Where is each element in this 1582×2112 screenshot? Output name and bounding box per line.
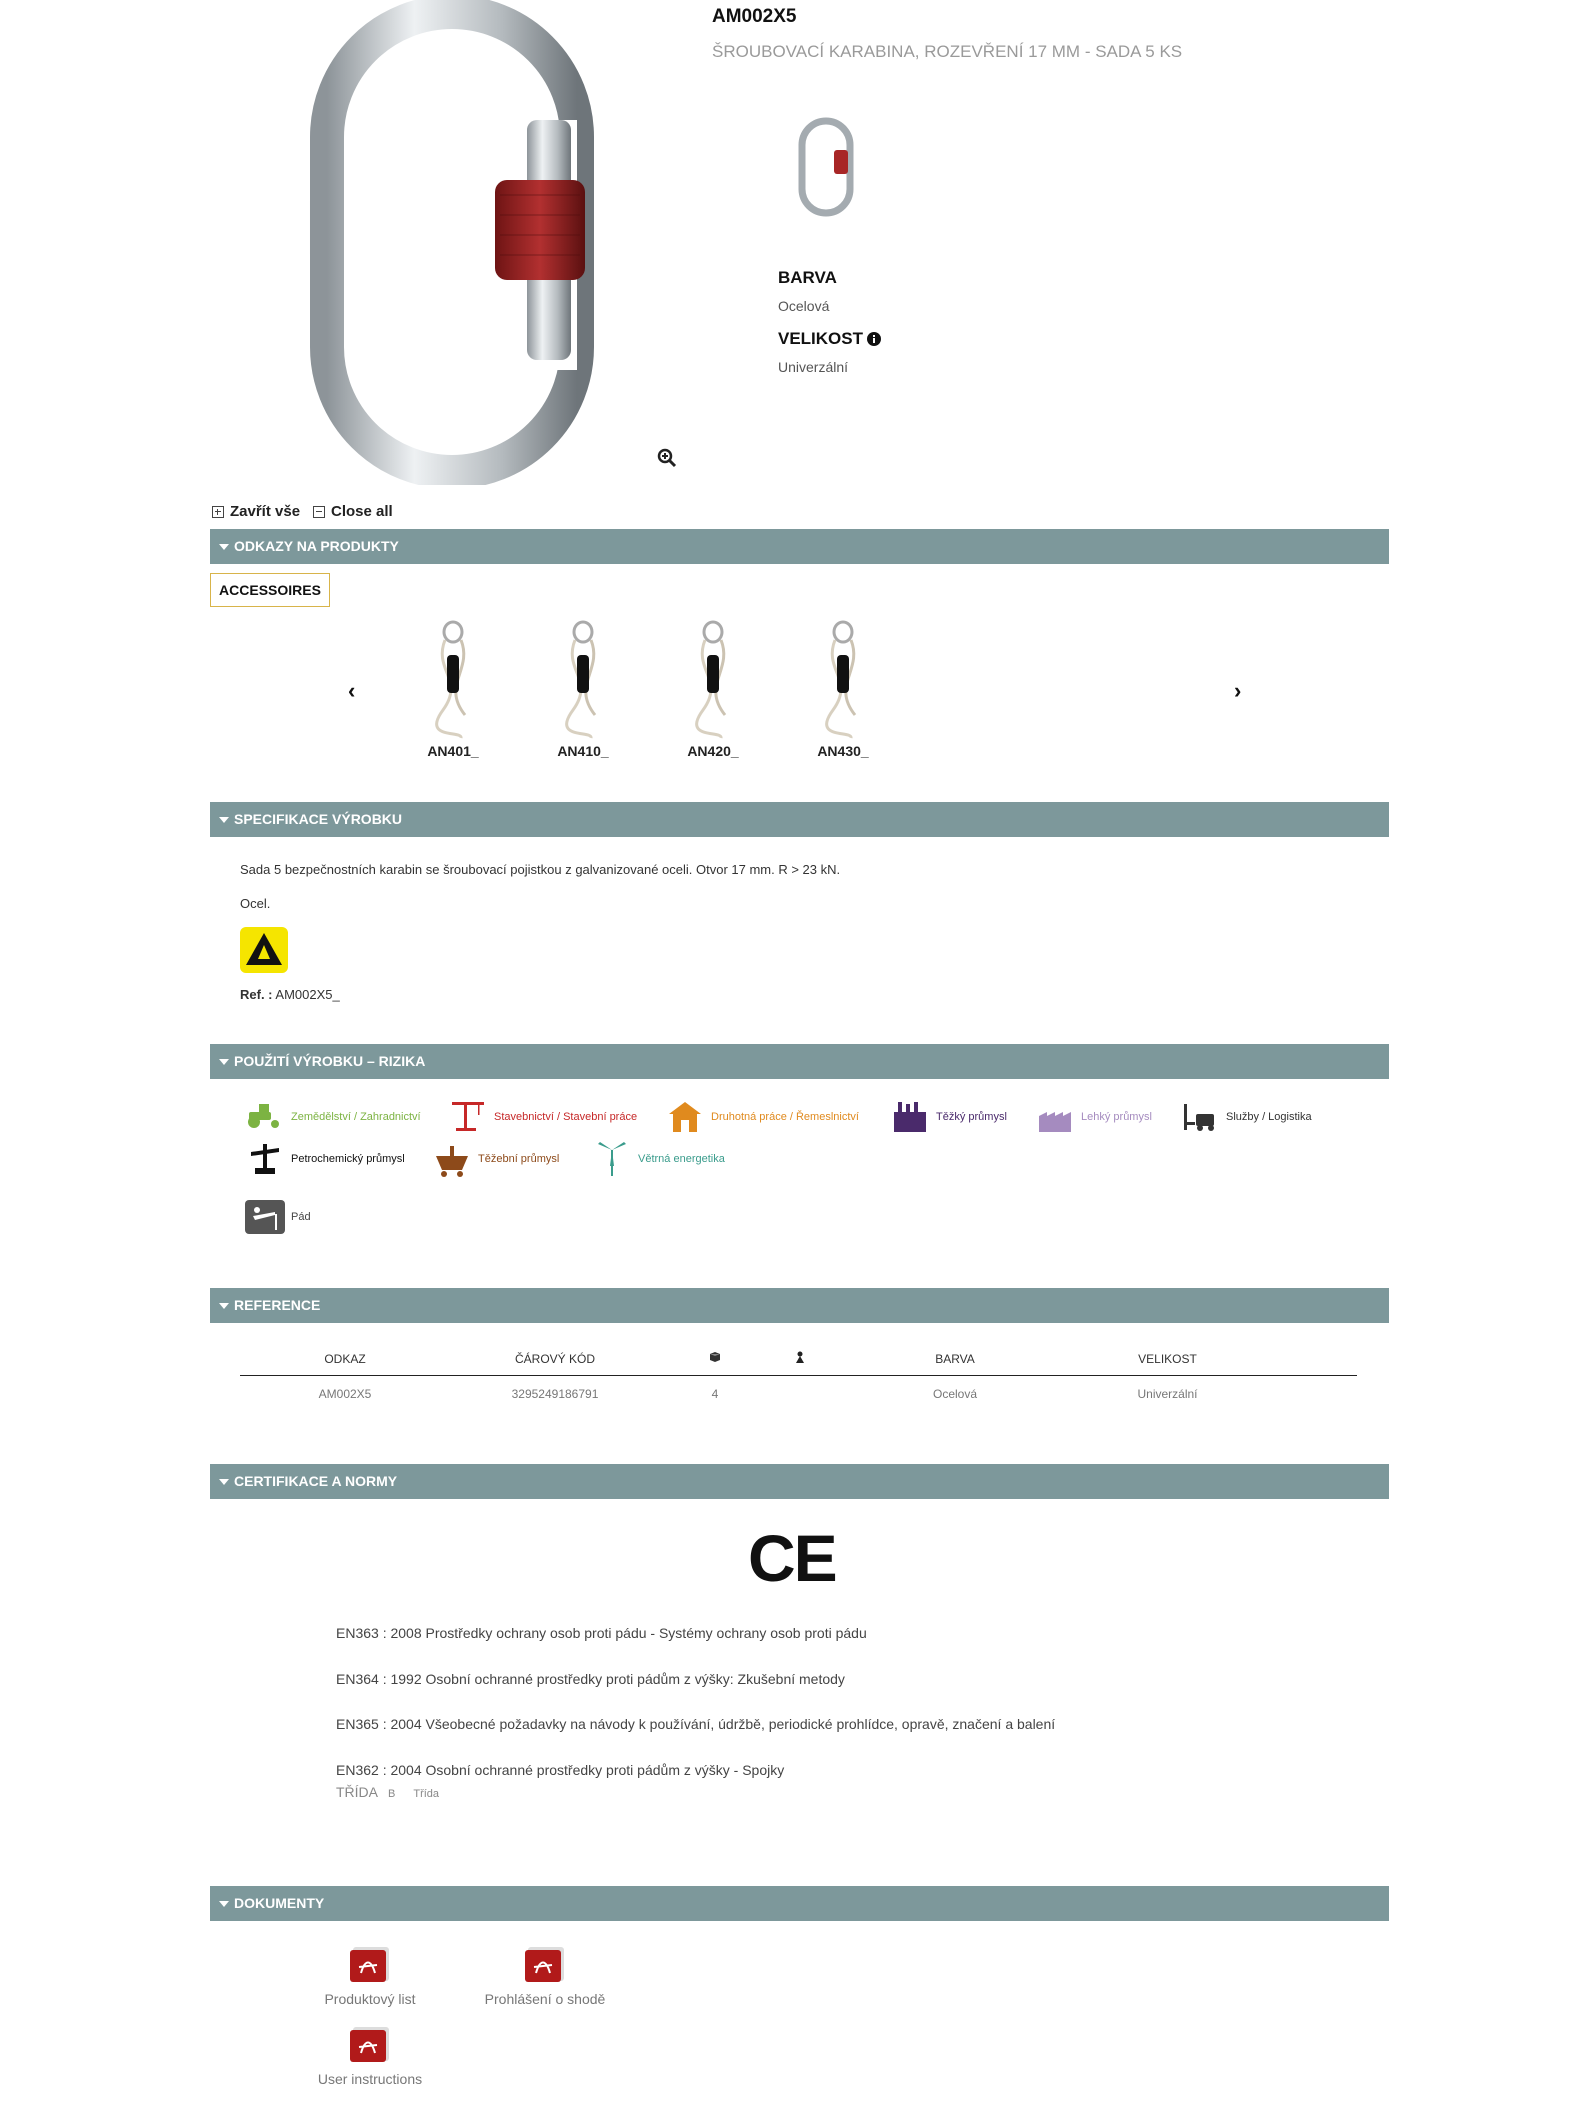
- risk-item: [1180, 1098, 1312, 1136]
- info-icon[interactable]: [867, 332, 881, 346]
- risk-icon: [592, 1140, 632, 1178]
- risk-item: [245, 1200, 311, 1234]
- class-value: B: [388, 1788, 396, 1800]
- lanyard-image[interactable]: [533, 620, 633, 740]
- risk-icon: [665, 1098, 705, 1136]
- section-risks-header[interactable]: POUŽITÍ VÝROBKU – RIZIKA: [210, 1044, 1389, 1079]
- accessory-label[interactable]: AN410_: [557, 743, 609, 759]
- pdf-icon[interactable]: [522, 1945, 568, 1985]
- product-name: ŠROUBOVACÍ KARABINA, ROZEVŘENÍ 17 MM - SADA 5 KS: [712, 42, 1183, 61]
- cell-size: Univerzální: [1137, 1387, 1198, 1401]
- class-desc: Třída: [413, 1788, 440, 1800]
- accessory-item[interactable]: [793, 620, 893, 759]
- document-link[interactable]: [275, 1945, 465, 2007]
- lanyard-image[interactable]: [663, 620, 763, 740]
- spec-material: Ocel.: [240, 896, 271, 911]
- product-main-image[interactable]: [295, 0, 605, 485]
- lanyard-image[interactable]: [793, 620, 893, 740]
- accessory-item[interactable]: [533, 620, 633, 759]
- document-link[interactable]: [450, 1945, 640, 2007]
- attr-color-value: Ocelová: [778, 298, 830, 314]
- risk-item: [592, 1140, 725, 1178]
- box-icon: [709, 1351, 721, 1363]
- ref-label: Ref. :: [240, 987, 273, 1002]
- risk-item: [448, 1098, 637, 1136]
- expand-icon: [212, 506, 224, 518]
- risk-label: Větrná energetika: [638, 1153, 725, 1165]
- attr-color-label: BARVA: [778, 268, 837, 287]
- accessory-label[interactable]: AN401_: [427, 743, 479, 759]
- reference-header-row: [240, 1342, 1357, 1376]
- zoom-icon[interactable]: [657, 448, 677, 468]
- attr-size-label: VELIKOST: [778, 329, 864, 348]
- col-size: VELIKOST: [1138, 1351, 1197, 1366]
- document-label[interactable]: Produktový list: [324, 1991, 416, 2007]
- risk-label: Druhotná práce / Řemeslnictví: [711, 1111, 859, 1123]
- risk-item: [245, 1140, 405, 1178]
- risk-icon: [245, 1098, 285, 1136]
- section-reference-header[interactable]: REFERENCE: [210, 1288, 1389, 1323]
- section-certs-header[interactable]: CERTIFIKACE A NORMY: [210, 1464, 1389, 1499]
- collapse-icon: [313, 506, 325, 518]
- reference-table: [240, 1342, 1357, 1412]
- expand-all-toggle[interactable]: [212, 503, 300, 520]
- risk-icon: [1035, 1098, 1075, 1136]
- product-code: AM002X5: [712, 6, 797, 27]
- norm-en362: EN362 : 2004 Osobní ochranné prostředky proti pádům z výšky - Spojky: [336, 1762, 785, 1778]
- document-label[interactable]: User instructions: [317, 2071, 423, 2087]
- risk-item: [890, 1098, 1007, 1136]
- cell-barcode: 3295249186791: [511, 1387, 599, 1401]
- norm-en364: EN364 : 1992 Osobní ochranné prostředky proti pádům z výšky: Zkušební metody: [336, 1671, 845, 1687]
- risk-label: Stavebnictví / Stavební práce: [494, 1111, 638, 1123]
- accessory-item[interactable]: [403, 620, 503, 759]
- risk-item: [245, 1098, 421, 1136]
- col-color: BARVA: [935, 1351, 975, 1366]
- col-box-icon: [660, 1351, 770, 1366]
- document-link[interactable]: [275, 2025, 465, 2087]
- risk-label: Lehký průmysl: [1081, 1111, 1152, 1123]
- risk-icon: [448, 1098, 488, 1136]
- accessory-label[interactable]: AN420_: [687, 743, 739, 759]
- ref-value: AM002X5_: [275, 987, 340, 1002]
- person-icon: [795, 1351, 805, 1363]
- norm-en363: EN363 : 2008 Prostředky ochrany osob proti pádu - Systémy ochrany osob proti pádu: [336, 1625, 867, 1641]
- pdf-icon[interactable]: [347, 2025, 393, 2065]
- section-spec-header[interactable]: SPECIFIKACE VÝROBKU: [210, 802, 1389, 837]
- section-links-header[interactable]: ODKAZY NA PRODUKTY: [210, 529, 1389, 564]
- section-docs-header[interactable]: DOKUMENTY: [210, 1886, 1389, 1921]
- risk-icon: [245, 1140, 285, 1178]
- lanyard-image[interactable]: [403, 620, 503, 740]
- carousel-prev-arrow[interactable]: ‹: [348, 678, 356, 703]
- risk-icon: [1180, 1098, 1220, 1136]
- ce-mark: CE: [748, 1521, 836, 1595]
- accessory-label[interactable]: AN430_: [817, 743, 869, 759]
- cell-box-qty: 4: [711, 1387, 719, 1401]
- risk-item: [665, 1098, 859, 1136]
- risk-item: [432, 1140, 559, 1178]
- risk-label: Petrochemický průmysl: [291, 1153, 405, 1165]
- risk-label: Těžební průmysl: [478, 1153, 560, 1165]
- collapse-all-toggle[interactable]: [313, 503, 393, 520]
- risk-icon: [890, 1098, 930, 1136]
- carousel-next-arrow[interactable]: ›: [1234, 678, 1242, 703]
- table-row: [240, 1376, 1357, 1412]
- risk-label: Služby / Logistika: [1226, 1111, 1312, 1123]
- col-person-icon: [770, 1351, 830, 1366]
- warning-triangle-icon: [240, 927, 288, 973]
- expand-all-label: Zavřít vše: [230, 503, 301, 520]
- cell-ref: AM002X5: [318, 1387, 372, 1401]
- norm-en365: EN365 : 2004 Všeobecné požadavky na návody k používání, údržbě, periodické prohlídce, opravě, značení a balení: [336, 1716, 1056, 1732]
- risk-label: Zemědělství / Zahradnictví: [291, 1111, 421, 1123]
- document-label[interactable]: Prohlášení o shodě: [484, 1991, 606, 2007]
- col-barcode: ČÁROVÝ KÓD: [514, 1351, 595, 1366]
- fall-icon: [245, 1200, 285, 1234]
- risk-icon: [432, 1140, 472, 1178]
- risk-label: Těžký průmysl: [936, 1111, 1007, 1123]
- tab-accessoires[interactable]: ACCESSOIRES: [210, 573, 330, 607]
- pdf-icon[interactable]: [347, 1945, 393, 1985]
- risk-label: Pád: [291, 1211, 311, 1223]
- risk-item: [1035, 1098, 1152, 1136]
- attr-size-value: Univerzální: [778, 359, 849, 375]
- col-odkaz: ODKAZ: [324, 1351, 366, 1366]
- accessory-item[interactable]: [663, 620, 763, 759]
- spec-description: Sada 5 bezpečnostních karabin se šroubovací pojistkou z galvanizované oceli. Otvor 17 mm. R > 23 kN.: [240, 862, 841, 877]
- class-label: TŘÍDA: [336, 1784, 378, 1800]
- collapse-all-label: Close all: [331, 503, 393, 520]
- variant-thumbnail[interactable]: [794, 115, 860, 219]
- cell-color: Ocelová: [932, 1387, 978, 1401]
